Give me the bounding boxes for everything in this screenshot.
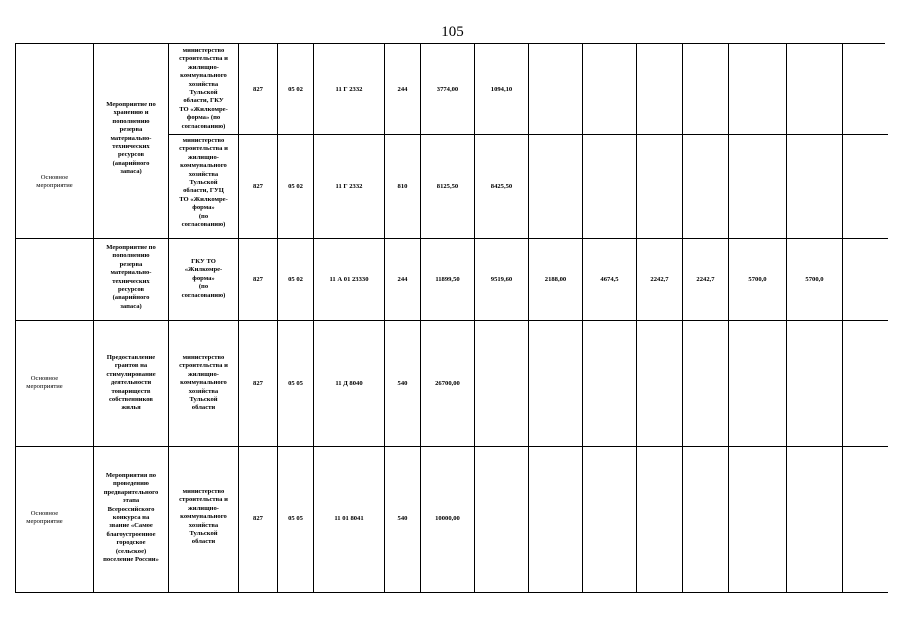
main-event-label: Основное мероприятие — [26, 510, 63, 526]
amount-cell: 8425,50 — [490, 183, 513, 190]
rule-row3 — [15, 320, 888, 321]
amount-cell: 3774,00 — [436, 86, 459, 93]
rule-bottom — [15, 592, 888, 593]
amount-cell: 2242,7 — [696, 276, 715, 283]
executor: министерство строительства и жилищно- коммунального хозяйства Тульской области, ГКУ ТО «Жилкомре- форма» (по согласованию) — [179, 47, 228, 130]
rule-col12 — [682, 43, 683, 592]
vr-code: 540 — [397, 515, 408, 522]
vr-code: 810 — [397, 183, 408, 190]
rule-row2 — [15, 238, 888, 239]
rzpr-code: 05 02 — [288, 276, 303, 283]
amount-cell: 2242,7 — [650, 276, 669, 283]
rule-col3 — [238, 43, 239, 592]
rule-col7 — [420, 43, 421, 592]
csr-code: 11 Д 8040 — [335, 380, 363, 387]
amount-cell: 2188,00 — [544, 276, 567, 283]
vr-code: 244 — [397, 86, 408, 93]
csr-code: 11 Г 2332 — [335, 183, 363, 190]
rule-col8 — [474, 43, 475, 592]
rule-row4 — [15, 446, 888, 447]
amount-cell: 8125,50 — [436, 183, 459, 190]
measure-name: Мероприятие по пополнению резерва материально- технических ресурсов (аварийного запаса) — [106, 244, 156, 310]
csr-code: 11 А 01 23330 — [329, 276, 369, 283]
rzpr-code: 05 05 — [288, 380, 303, 387]
rule-col10 — [582, 43, 583, 592]
page-number: 105 — [441, 24, 464, 40]
main-event-label: Основное мероприятие — [26, 375, 63, 391]
vr-code: 244 — [397, 276, 408, 283]
amount-cell: 4674,5 — [600, 276, 619, 283]
amount-cell: 5700,0 — [748, 276, 767, 283]
rule-col6 — [384, 43, 385, 592]
rule-col13 — [728, 43, 729, 592]
measure-name: Мероприятия по проведению предварительного этапа Всероссийского конкурса на звание «Самое благоустроенное городское (сельское) поселение России» — [103, 472, 159, 564]
amount-cell: 11899,50 — [435, 276, 460, 283]
amount-cell: 10000,00 — [435, 515, 460, 522]
measure-name: Мероприятие по хранению и пополнению резерва материально- технических ресурсов (аварийного запаса) — [106, 101, 156, 176]
executor: ГКУ ТО «Жилкомре- форма» (по согласованию) — [181, 258, 226, 299]
grbs-code: 827 — [253, 380, 263, 387]
rule-top — [15, 43, 885, 44]
grbs-code: 827 — [253, 276, 263, 283]
amount-cell: 5700,0 — [805, 276, 824, 283]
measure-name: Предоставление грантов на стимулирование деятельности товариществ собственников жилья — [106, 354, 156, 412]
csr-code: 11 Г 2332 — [335, 86, 363, 93]
main-event-label: Основное мероприятие — [36, 174, 73, 190]
grbs-code: 827 — [253, 86, 263, 93]
amount-cell: 9519,60 — [490, 276, 513, 283]
executor: министерство строительства и жилищно- коммунального хозяйства Тульской области — [179, 488, 228, 546]
rule-col4 — [277, 43, 278, 592]
rzpr-code: 05 02 — [288, 86, 303, 93]
rule-col14 — [786, 43, 787, 592]
executor: министерство строительства и жилищно- коммунального хозяйства Тульской области — [179, 354, 228, 412]
rzpr-code: 05 02 — [288, 183, 303, 190]
rule-col5 — [313, 43, 314, 592]
grbs-code: 827 — [253, 515, 263, 522]
rule-col9 — [528, 43, 529, 592]
grbs-code: 827 — [253, 183, 263, 190]
rule-col11 — [636, 43, 637, 592]
csr-code: 11 01 8041 — [334, 515, 364, 522]
amount-cell: 1094,10 — [490, 86, 513, 93]
amount-cell: 26700,00 — [435, 380, 460, 387]
rule-col15 — [842, 43, 843, 592]
executor: министерство строительства и жилищно- коммунального хозяйства Тульской области, ГУЦ ТО «Жилкомре- форма» (по согласованию) — [179, 137, 228, 229]
vr-code: 540 — [397, 380, 408, 387]
rzpr-code: 05 05 — [288, 515, 303, 522]
